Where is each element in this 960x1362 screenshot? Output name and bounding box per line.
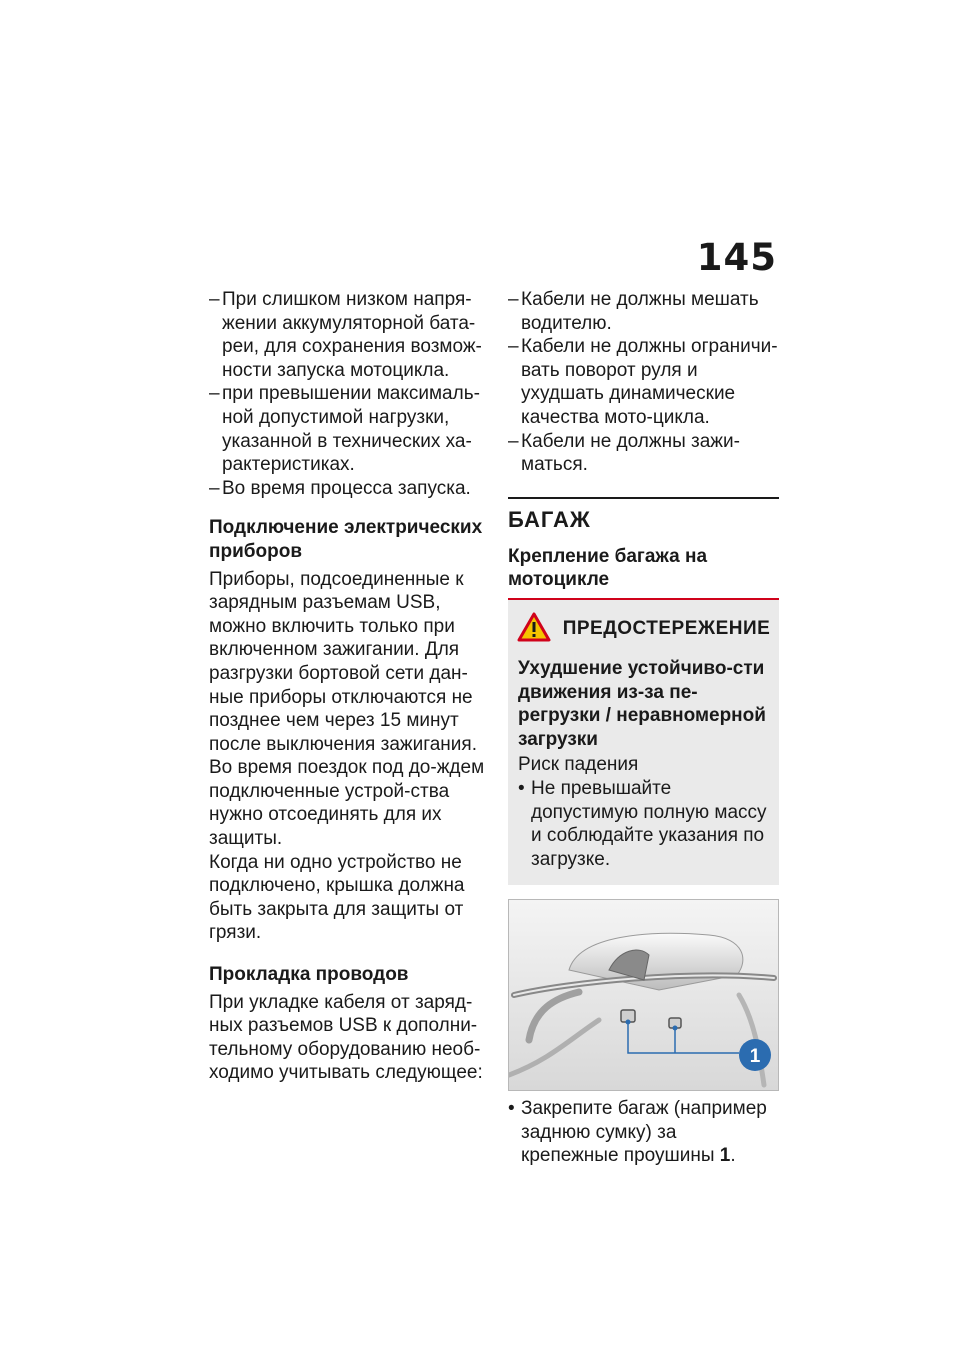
list-item: – Кабели не должны мешать водителю. bbox=[508, 289, 759, 334]
paragraph: Приборы, подсоединенные к зарядным разъемам USB, можно включить только при включенном зажигании. Для разгрузки бортовой сети дан-ные приборы отключаются не позднее чем через 15 минут после выключения зажигания. Во время поездок под до-ждем подключенные устрой-ства нужно отсоединять для их защиты. bbox=[209, 568, 485, 850]
page-number: 145 bbox=[696, 236, 777, 279]
warning-label: ПРЕДОСТЕРЕЖЕНИЕ bbox=[562, 618, 771, 640]
warning-instructions bbox=[518, 777, 769, 871]
intro-list bbox=[209, 288, 489, 500]
final-instruction-list bbox=[508, 1097, 779, 1168]
callout-label: 1 bbox=[749, 1046, 761, 1068]
list-item: • Закрепите багаж (например заднюю сумку) за крепежные проушины 1. bbox=[508, 1098, 767, 1167]
luggage-rack-illustration bbox=[508, 899, 779, 1091]
section-heading-luggage: БАГАЖ bbox=[508, 497, 779, 533]
right-column bbox=[508, 288, 779, 1168]
subheading-luggage-mounting: Крепление багажа на мотоцикле bbox=[508, 545, 779, 600]
section-heading-wiring: Прокладка проводов bbox=[209, 964, 409, 986]
paragraph: При укладке кабеля от заряд-ных разъемов USB к дополни-тельному оборудованию необ-ходимо учитывать следующее: bbox=[209, 991, 483, 1084]
left-column bbox=[209, 288, 489, 1085]
list-item: – Во время процесса запуска. bbox=[209, 477, 471, 499]
section-heading-electrical: Подключение электрических приборов bbox=[209, 517, 483, 562]
list-item: – Кабели не должны ограничи-вать поворот руля и ухудшать динамические качества мото-цикла. bbox=[508, 336, 778, 428]
warning-box bbox=[508, 600, 779, 885]
list-item: – Кабели не должны зажи-маться. bbox=[508, 430, 740, 476]
list-item: • Не превышайте допустимую полную массу и соблюдайте указания по загрузке. bbox=[518, 777, 767, 870]
warning-risk: Риск падения bbox=[518, 754, 639, 776]
warning-triangle-icon bbox=[517, 612, 551, 647]
paragraph: Когда ни одно устройство не подключено, крышка должна быть закрыта для защиты от грязи. bbox=[209, 851, 465, 944]
warning-title: Ухудшение устойчиво-сти движения из-за пе-регрузки / неравномерной загрузки bbox=[518, 657, 766, 750]
list-item: – При слишком низком напря-жении аккумуляторной бата-реи, для сохранения возмож-ности запуска мотоцикла. bbox=[209, 289, 482, 381]
warning-header bbox=[518, 612, 769, 647]
cable-list bbox=[508, 288, 779, 477]
list-item: – при превышении максималь-ной допустимой нагрузки, указанной в технических ха-рактеристиках. bbox=[209, 383, 480, 476]
